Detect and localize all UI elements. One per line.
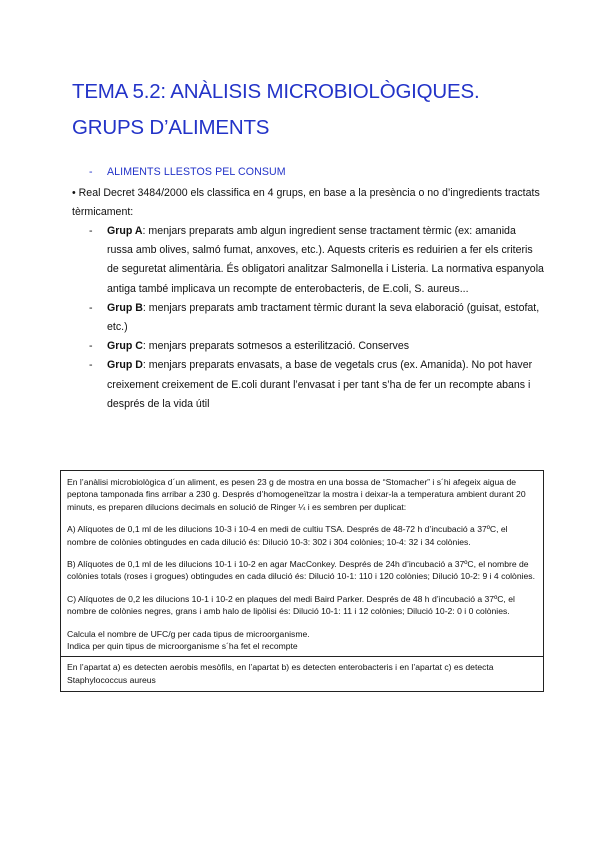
list-dash: -: [89, 166, 93, 178]
exercise-question: [61, 471, 543, 657]
exercise-part-c: C) Alíquotes de 0,2 les dilucions 10-1 i 10-2 en plaques del medi Baird Parker. Després de 48 h d’incubació a 37ºC, el nombre de colònies negres, grans i amb halo de lipòlisi és: Dilució 10-1: 11 i 12 colònies; Dilució 10-2: 0 i 0 colònies.: [67, 593, 515, 617]
group-name: Grup C: [107, 340, 143, 353]
group-name: Grup B: [107, 301, 143, 314]
exercise-task-2: Indica per quin tipus de microorganisme s´ha fet el recompte: [67, 641, 298, 652]
exercise-answer: En l’apartat a) es detecten aerobis mesòfils, en l’apartat b) es detecten enterobacteris i en l’apartat c) es detecta Staphylococcus aureus: [67, 662, 494, 685]
group-description: : menjars preparats amb tractament tèrmic durant la seva elaboració (guisat, estofat, etc.): [107, 301, 540, 334]
group-description: : menjars preparats envasats, a base de vegetals crus (ex. Amanida). No pot haver creixement creixement de E.coli durant l’envasat i per tant s’ha de fer un recompte abans i després de la vida útil: [107, 359, 533, 410]
list-dash: -: [89, 301, 93, 314]
group-name: Grup D: [107, 359, 143, 372]
exercise-part-b: B) Alíquotes de 0,1 ml de les dilucions 10-1 i 10-2 en agar MacConkey. Després de 24h d’incubació a 37ºC, el nombre de colònies totals (roses i grogues) obtingudes en cada dilució és: Dilució 10-1: 110 i 120 colònies; Dilució 10-2: 9 i 4 colònies.: [67, 559, 535, 582]
group-description: : menjars preparats sotmesos a esterilització. Conserves: [142, 340, 410, 353]
list-dash: -: [89, 225, 93, 237]
intro-paragraph: • Real Decret 3484/2000 els classifica en 4 grups, en base a la presència o no d’ingredients tractats tèrmicament:: [72, 187, 540, 218]
food-groups-list: [89, 222, 544, 414]
group-description: : menjars preparats amb algun ingredient sense tractament tèrmic (ex: amanida russa amb olives, salmó fumat, anxoves, etc.). Aquests criteris es reduirien a fer els criteris de seguretat alimentària. És obligatori analitzar Salmonella i Listeria. La normativa espanyola antiga també implicava un recompte de enterobacteris, de E.coli, S. aureus...: [107, 225, 544, 295]
exercise-part-a: A) Alíquotes de 0,1 ml de les dilucions 10-3 i 10-4 en medi de cultiu TSA. Després de 48-72 h d’incubació a 37ºC, el nombre de colònies obtingudes en cada dilució és: Dilució 10-3: 302 i 304 colònies; 10-4: 32 i 34 colònies.: [67, 524, 508, 547]
list-item: [89, 222, 544, 299]
section-heading-text: ALIMENTS LLESTOS PEL CONSUM: [107, 166, 286, 178]
page-title: TEMA 5.2: ANÀLISIS MICROBIOLÒGIQUES. GRUPS D’ALIMENTS: [72, 80, 480, 139]
list-dash: -: [89, 340, 93, 353]
group-name: Grup A: [107, 225, 143, 237]
section-heading: [89, 166, 286, 178]
list-item: [89, 337, 544, 356]
list-item: [89, 299, 544, 337]
list-item: [71, 356, 544, 414]
exercise-box: [60, 470, 544, 692]
exercise-statement: En l’anàlisi microbiològica d´un aliment, es pesen 23 g de mostra en una bossa de “Stomacher” i s´hi afegeix aigua de peptona tamponada fins arribar a 230 g. Després d’homogeneïtzar la mostra i deixar-la a temperatura ambient durant 20 minuts, es preparen dilucions decimals en solució de Ringer ¼ i es sembren per duplicat:: [67, 477, 526, 512]
exercise-task-1: Calcula el nombre de UFC/g per cada tipus de microorganisme.: [67, 628, 310, 639]
list-dash: -: [89, 359, 93, 372]
